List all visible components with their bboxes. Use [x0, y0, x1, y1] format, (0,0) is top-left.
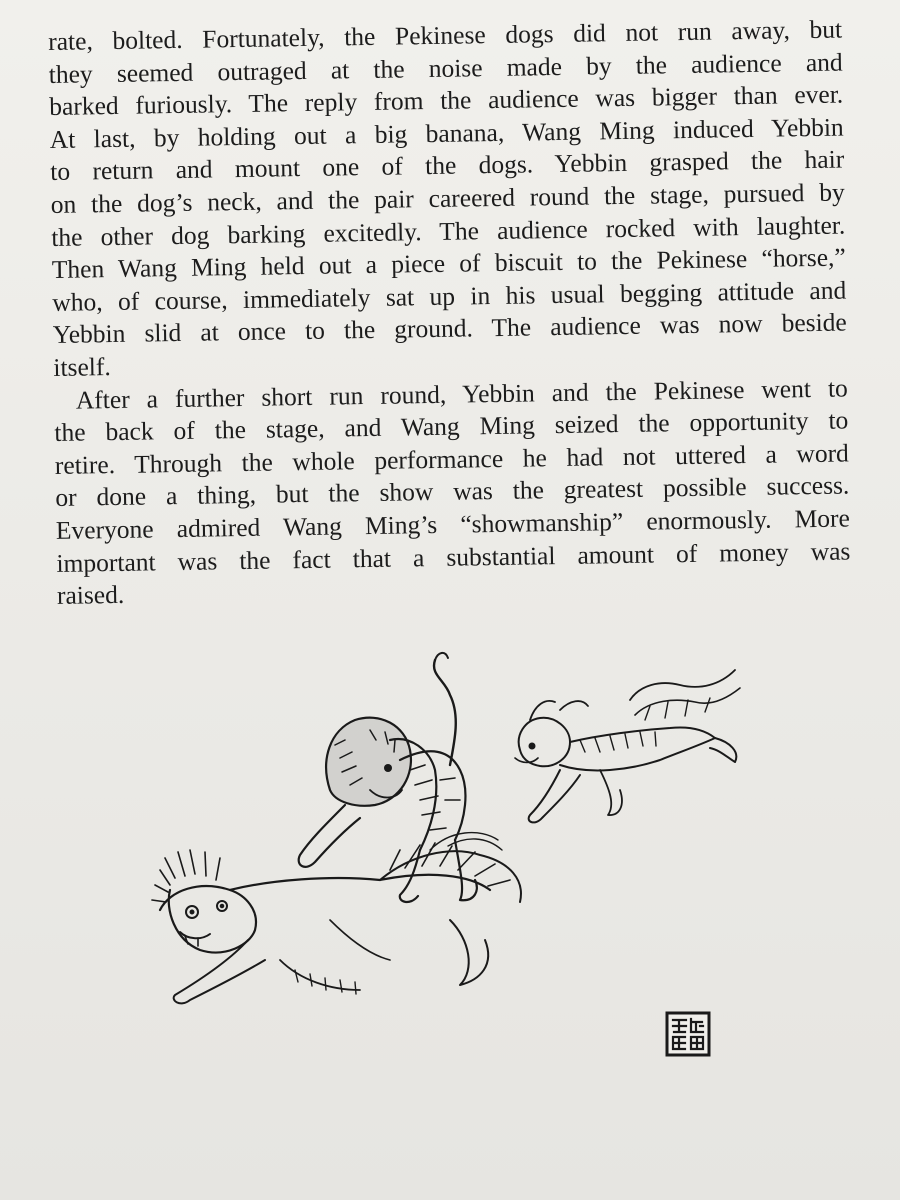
text-line: raised. [56, 579, 125, 611]
text-line: who, of course, immediately sat up in his usual begging attitude and [52, 275, 847, 317]
text-line: or done a thing, but the show was the greatest possible success. [55, 470, 850, 513]
text-line: Then Wang Ming held out a piece of biscuit to the Pekinese “horse,” [51, 242, 846, 285]
text-line: they seemed outraged at the noise made by the audience and [48, 47, 843, 89]
text-line: the other dog barking excitedly. The audience rocked with laughter. [51, 210, 846, 252]
text-line: retire. Through the whole performance he had not uttered a word [54, 438, 850, 480]
text-line: At last, by holding out a big banana, Wang Ming induced Yebbin [49, 112, 844, 154]
paragraph-2 [54, 372, 851, 613]
monkey-yebbin-drawing [299, 653, 477, 902]
text-line: important was the fact that a substantial amount of money was [56, 535, 851, 578]
text-line: Everyone admired Wang Ming’s “showmanship” enormously. More [55, 503, 851, 545]
text-line: After a further short run round, Yebbin and the Pekinese went to [75, 373, 849, 415]
text-line: Yebbin slid at once to the ground. The audience was now beside [52, 307, 847, 350]
text-line: to return and mount one of the dogs. Yebbin grasped the hair [50, 144, 845, 187]
text-line: the back of the stage, and Wang Ming seized the opportunity to [54, 405, 849, 448]
body-text [48, 14, 851, 613]
text-line: barked furiously. The reply from the audience was bigger than ever. [49, 79, 844, 122]
pekinese-dog-running-drawing [515, 670, 740, 822]
paragraph-1 [48, 14, 848, 385]
pekinese-dog-ridden-drawing [152, 833, 521, 1004]
text-line: itself. [53, 351, 111, 382]
text-line: on the dog’s neck, and the pair careered round the stage, pursued by [50, 177, 845, 219]
artist-seal-stamp [664, 1010, 712, 1058]
text-line: rate, bolted. Fortunately, the Pekinese dogs did not run away, but [48, 14, 843, 56]
